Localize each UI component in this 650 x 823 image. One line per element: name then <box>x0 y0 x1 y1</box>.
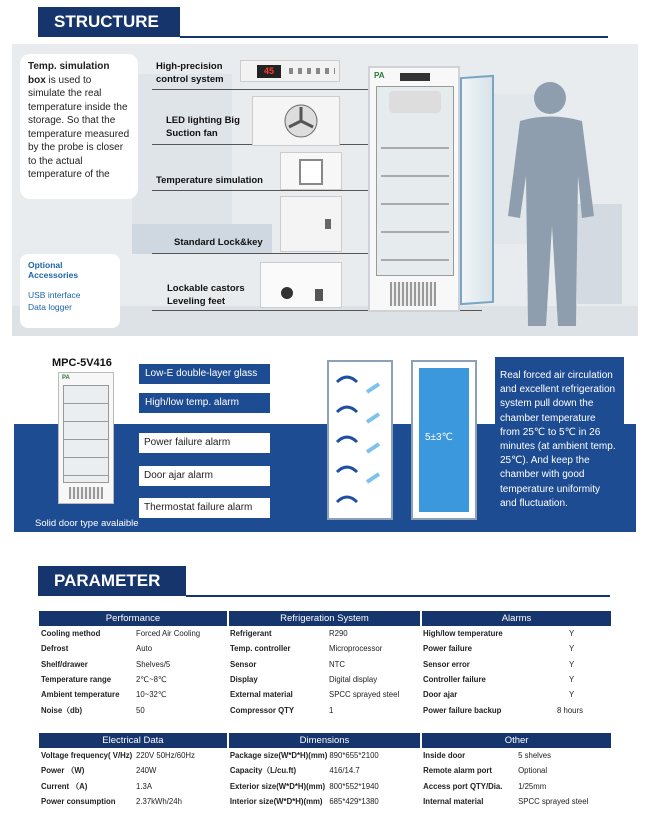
accessory-datalogger: Data logger <box>28 302 72 312</box>
table-header-row <box>39 733 611 748</box>
label-castors: Lockable castors Leveling feet <box>167 283 245 307</box>
cell: Door ajar <box>423 690 458 700</box>
parameter-table-top <box>39 611 611 718</box>
cell: Shelf/drawer <box>41 659 88 669</box>
table-row <box>39 687 611 702</box>
cell: 240W <box>135 766 157 776</box>
cell: Current （A) <box>41 781 88 791</box>
table-row <box>39 779 611 794</box>
doctor-silhouette <box>490 76 610 334</box>
cell: 890*655*2100 <box>329 751 379 761</box>
product-vent <box>69 487 103 499</box>
cell: External material <box>230 690 293 700</box>
structure-header-rule <box>180 36 608 38</box>
product-logo: PA <box>62 375 70 381</box>
cell: Sensor error <box>423 659 470 669</box>
cell: Interior size(W*D*H)(mm) <box>229 797 323 807</box>
cell: Auto <box>136 644 153 654</box>
table-header-row <box>39 611 611 626</box>
fridge-fans <box>389 91 441 113</box>
feature-thermostat: Thermostat failure alarm <box>139 498 270 518</box>
cell: Noise（db) <box>41 705 83 715</box>
cell: Optional <box>518 766 548 776</box>
cell: High/low temperature <box>423 629 503 639</box>
cell: SPCC sprayed steel <box>329 690 400 700</box>
cell: Controller failure <box>423 675 486 685</box>
cell: 1/25mm <box>518 781 547 791</box>
feature-lowe-glass: Low-E double-layer glass <box>139 364 270 384</box>
fan-thumb <box>252 96 340 146</box>
cell: 5 shelves <box>518 751 552 761</box>
airflow-description: Real forced air circulation and excellent refrigeration system pull down the chamber temperature from 25℃ to 5℃ in 26 minutes (at ambient temp. 25℃). And keep the chamber with good temperature uniformity and fluctuation. <box>495 357 624 514</box>
structure-panel <box>12 44 638 336</box>
cell: Forced Air Cooling <box>136 629 201 639</box>
lock-thumb <box>280 196 342 252</box>
chamber-temp-label: 5±3℃ <box>425 432 453 443</box>
cell: Exterior size(W*D*H)(mm) <box>229 781 326 791</box>
head-other: Other <box>421 733 611 748</box>
fridge-logo: PA <box>374 71 385 80</box>
cell: Defrost <box>41 644 69 654</box>
cell: Compressor QTY <box>230 705 295 715</box>
digital-display: 45 <box>257 65 281 78</box>
cell: Display <box>230 675 258 685</box>
temp-simulation-info <box>20 54 138 199</box>
cell: SPCC sprayed steel <box>518 797 589 807</box>
accessories-title: Optional Accessories <box>28 260 79 280</box>
table-row <box>39 626 611 641</box>
cell: Access port QTY/Dia. <box>423 781 503 791</box>
fridge-glass-door <box>376 86 454 276</box>
structure-header: STRUCTURE <box>38 7 180 37</box>
cell: 8 hours <box>557 705 584 715</box>
model-name: MPC-5V416 <box>52 357 112 369</box>
label-lock-key: Standard Lock&key <box>174 237 263 248</box>
cell: 2℃~8℃ <box>136 675 167 685</box>
cell: 1 <box>329 705 334 715</box>
cell: Temperature range <box>41 675 112 685</box>
cell: Package size(W*D*H)(mm) <box>229 751 328 761</box>
cell: Inside door <box>423 751 466 761</box>
chamber-diagram <box>411 360 477 520</box>
castor-wheel-icon <box>281 287 293 299</box>
head-alarms: Alarms <box>421 611 611 626</box>
info-text: is used to simulate the real temperature inside the storage. So that the temperature measured by the probe is closer to the actual temperature of the <box>28 74 130 180</box>
lock-icon <box>325 219 331 229</box>
fan-icon <box>283 103 319 139</box>
cell: Y <box>569 629 575 639</box>
cell: Power （W) <box>41 766 85 776</box>
castor-thumb <box>260 262 342 308</box>
cell: Voltage frequency( V/Hz) <box>41 751 133 761</box>
cell: Cooling method <box>41 629 101 639</box>
feature-power-failure: Power failure alarm <box>139 433 270 453</box>
cell: Sensor <box>230 659 257 669</box>
head-refrigeration: Refrigeration System <box>228 611 421 626</box>
cell: Y <box>569 644 575 654</box>
solid-door-note: Solid door type avalaible <box>35 518 139 529</box>
product-fridge <box>58 372 114 504</box>
control-buttons <box>289 68 335 74</box>
fridge-shelves <box>381 121 449 271</box>
cell: R290 <box>329 629 348 639</box>
leveling-foot-icon <box>315 289 323 301</box>
feature-temp-alarm: High/low temp. alarm <box>139 393 270 413</box>
cell: Remote alarm port <box>423 766 493 776</box>
cell: Capacity（L/cu.ft) <box>229 766 297 776</box>
open-door <box>460 75 494 305</box>
head-performance: Performance <box>39 611 228 626</box>
cell: Y <box>569 659 575 669</box>
cell: 10~32℃ <box>136 690 167 700</box>
fridge-vent <box>390 282 436 306</box>
background-wall <box>132 74 232 224</box>
cell: Power failure <box>423 644 472 654</box>
parameter-header: PARAMETER <box>38 566 186 596</box>
fridge-display <box>400 73 430 81</box>
head-electrical: Electrical Data <box>39 733 228 748</box>
table-row <box>39 657 611 672</box>
temp-sim-box-thumb <box>280 152 342 190</box>
info-title: Temp. simulation box <box>28 61 110 86</box>
cell: Y <box>569 675 575 685</box>
control-panel-thumb <box>240 60 340 82</box>
cell: 685*429*1380 <box>329 797 379 807</box>
cell: 2.37kWh/24h <box>135 797 182 807</box>
airflow-diagram <box>327 360 393 520</box>
cell: 220V 50Hz/60Hz <box>135 751 195 761</box>
feature-door-ajar: Door ajar alarm <box>139 466 270 486</box>
cell: 416/14.7 <box>329 766 360 776</box>
cell: Internal material <box>423 797 484 807</box>
label-temp-simulation: Temperature simulation <box>156 175 263 186</box>
cell: Y <box>569 690 575 700</box>
label-led-fan: LED lighting Big Suction fan <box>166 115 240 139</box>
table-row <box>39 748 611 763</box>
cell: Power consumption <box>41 797 116 807</box>
cell: 1.3A <box>135 781 153 791</box>
cell: Power failure backup <box>423 705 502 715</box>
optional-accessories-box <box>20 254 120 328</box>
label-control-system: High-precision control system <box>156 61 224 85</box>
accessory-usb: USB interface <box>28 290 81 300</box>
product-glass <box>63 385 109 483</box>
table-row <box>39 702 611 717</box>
cell: Refrigerant <box>230 629 272 639</box>
table-row <box>39 641 611 656</box>
main-fridge <box>368 66 460 312</box>
cell: Digital display <box>329 675 378 685</box>
airflow-arrows <box>329 362 391 518</box>
parameter-header-rule <box>186 595 610 597</box>
sim-box-shape <box>299 159 323 185</box>
cell: Microprocessor <box>329 644 383 654</box>
cell: NTC <box>329 659 346 669</box>
cell: 50 <box>136 705 145 715</box>
cell: Shelves/5 <box>136 659 171 669</box>
head-dimensions: Dimensions <box>228 733 421 748</box>
parameter-table-bottom <box>39 733 611 809</box>
cell: 800*552*1940 <box>329 781 379 791</box>
table-row <box>39 672 611 687</box>
table-row <box>39 763 611 778</box>
cell: Temp. controller <box>230 644 291 654</box>
cell: Ambient temperature <box>41 690 120 700</box>
table-row <box>39 794 611 809</box>
